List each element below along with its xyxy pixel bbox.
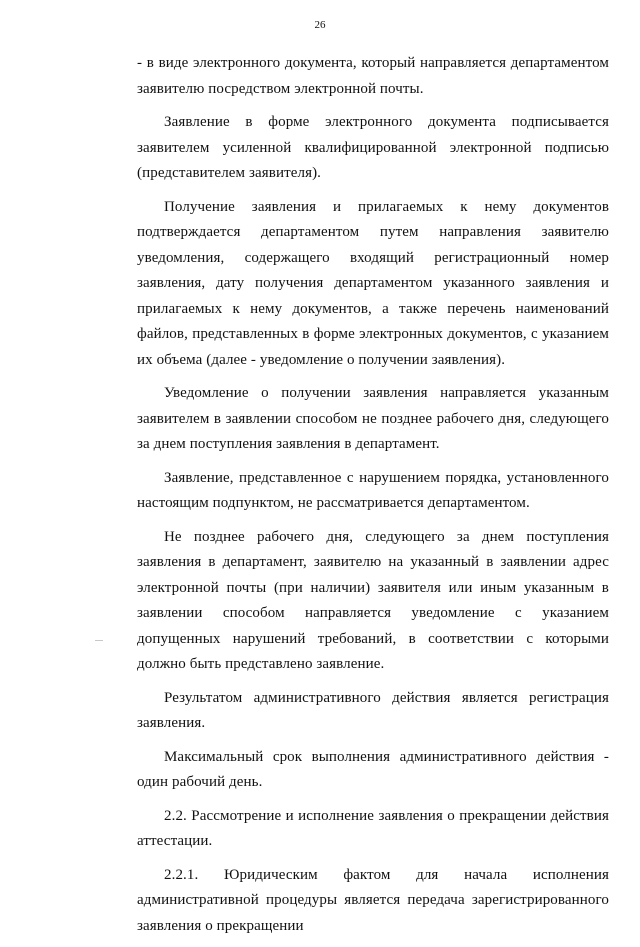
margin-mark <box>95 640 103 641</box>
paragraph-electronic-document-method: - в виде электронного документа, который направляется департаментом заявителю посредством электронной почты. <box>137 55 609 97</box>
paragraph-2-2-1: 2.2.1. Юридическим фактом для начала исполнения административной процедуры является передача зарегистрированного заявления о прекращении <box>137 866 609 934</box>
page-number: 26 <box>314 19 326 31</box>
paragraph-notification-delivery: Уведомление о получении заявления направляется указанным заявителем в заявлении способом не позднее рабочего дня, следующего за днем поступления заявления в департамент. <box>137 385 609 452</box>
section-heading-2-2: 2.2. Рассмотрение и исполнение заявления о прекращении действия аттестации. <box>137 807 609 849</box>
paragraph-max-duration: Максимальный срок выполнения административного действия - один рабочий день. <box>137 748 609 790</box>
paragraph-electronic-signature: Заявление в форме электронного документа подписывается заявителем усиленной квалифицированной электронной подписью (представителем заявителя). <box>137 114 609 181</box>
paragraph-violation-notice: Не позднее рабочего дня, следующего за днем поступления заявления в департамент, заявителю на указанный в заявлении адрес электронной почты (при наличии) заявителя или иным указанным в заявлении способом направляется уведомление с указанием допущенных нарушений требований, в соответствии с которыми должно быть представлено заявление. <box>137 528 609 672</box>
document-body <box>137 51 609 947</box>
paragraph-action-result: Результатом административного действия является регистрация заявления. <box>137 689 609 731</box>
paragraph-receipt-confirmation: Получение заявления и прилагаемых к нему документов подтверждается департаментом путем направления заявителю уведомления, содержащего входящий регистрационный номер заявления, дату получения департаментом указанного заявления и прилагаемых к нему документов, а также перечень наименований файлов, представленных в форме электронных документов, с указанием их объема (далее - уведомление о получении заявления). <box>137 198 609 368</box>
paragraph-violation-not-considered: Заявление, представленное с нарушением порядка, установленного настоящим подпунктом, не рассматривается департаментом. <box>137 469 609 511</box>
